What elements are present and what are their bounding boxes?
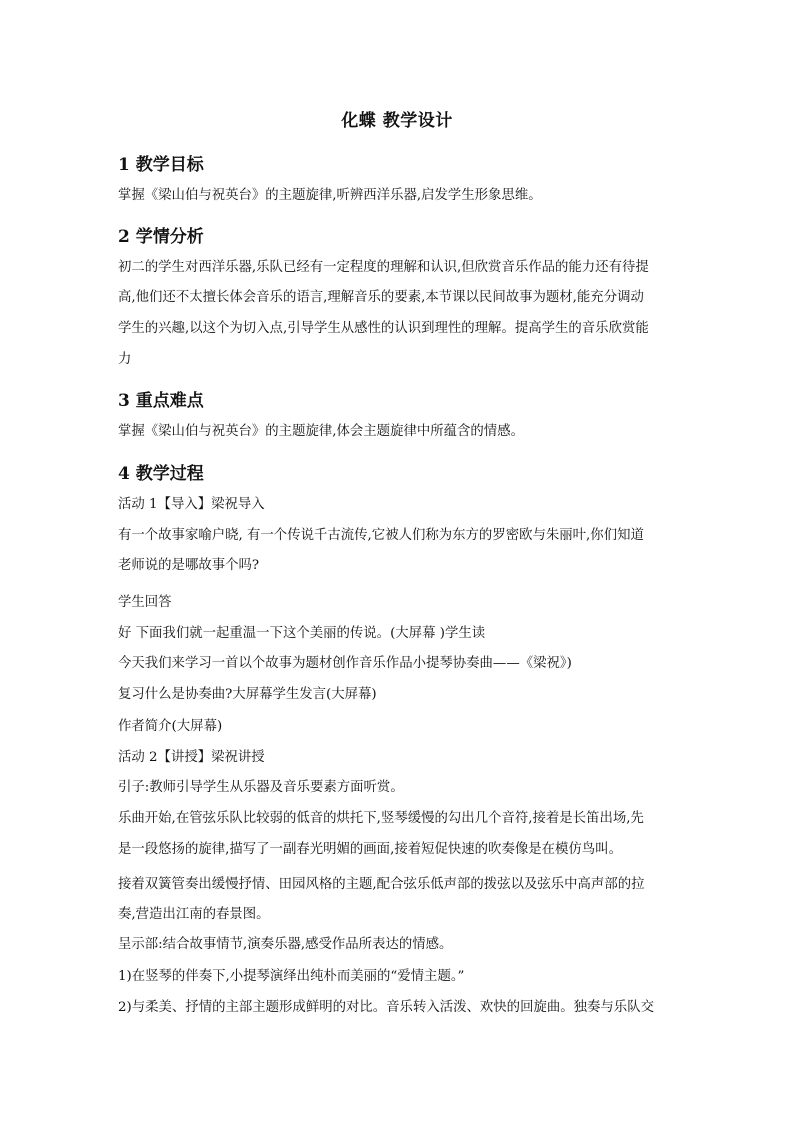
paragraph-line: 奏,营造出江南的春景图。 (118, 907, 270, 922)
paragraph-line: 力 (118, 352, 132, 367)
document-title: 化蝶 教学设计 (341, 111, 453, 131)
section-heading-keypoints: 3 重点难点 (118, 391, 204, 411)
paragraph-line: 复习什么是协奏曲?大屏幕学生发言(大屏幕) (118, 687, 377, 702)
paragraph-line: 学生回答 (118, 595, 172, 610)
paragraph-line: 2)与柔美、抒情的主部主题形成鲜明的对比。音乐转入活泼、欢快的回旋曲。独奏与乐队交 (118, 1000, 654, 1015)
paragraph-line: 掌握《梁山伯与祝英台》的主题旋律,体会主题旋律中所蕴含的情感。 (118, 424, 524, 439)
paragraph-line: 接着双簧管奏出缓慢抒情、田园风格的主题,配合弦乐低声部的拨弦以及弦乐中高声部的拉 (118, 877, 645, 892)
paragraph-line: 乐曲开始,在管弦乐队比较弱的低音的烘托下,竖琴缓慢的勾出几个音符,接着是长笛出场,先 (118, 811, 644, 826)
paragraph-line: 学生的兴趣,以这个为切入点,引导学生从感性的认识到理性的理解。提高学生的音乐欣赏能 (118, 321, 649, 336)
paragraph-line: 呈示部:结合故事情节,演奏乐器,感受作品所表达的情感。 (118, 937, 453, 952)
paragraph-line: 作者简介(大屏幕) (118, 719, 223, 734)
paragraph-line: 引子:教师引导学生从乐器及音乐要素方面听赏。 (118, 780, 404, 795)
paragraph-line: 1)在竖琴的伴奏下,小提琴演绎出纯朴而美丽的“爱情主题。” (118, 969, 465, 984)
activity-heading: 活动 1【导入】梁祝导入 (118, 497, 265, 512)
section-heading-analysis: 2 学情分析 (118, 227, 204, 247)
paragraph-line: 老师说的是哪故事个吗? (118, 558, 260, 573)
section-heading-objectives: 1 教学目标 (118, 155, 204, 175)
paragraph-line: 掌握《梁山伯与祝英台》的主题旋律,听辨西洋乐器,启发学生形象思维。 (118, 188, 542, 203)
paragraph-line: 初二的学生对西洋乐器,乐队已经有一定程度的理解和认识,但欣赏音乐作品的能力还有待提 (118, 260, 649, 275)
paragraph-line: 是一段悠扬的旋律,描写了一副春光明媚的画面,接着短促快速的吹奏像是在模仿鸟叫。 (118, 842, 622, 857)
section-heading-process: 4 教学过程 (118, 464, 204, 484)
paragraph-line: 今天我们来学习一首以个故事为题材创作音乐作品小提琴协奏曲——《梁祝》) (118, 656, 572, 671)
paragraph-line: 有一个故事家喻户晓, 有一个传说千古流传,它被人们称为东方的罗密欧与朱丽叶,你们知道 (118, 528, 644, 543)
activity-heading: 活动 2【讲授】梁祝讲授 (118, 750, 265, 765)
paragraph-line: 好 下面我们就一起重温一下这个美丽的传说。(大屏幕 )学生读 (118, 626, 486, 641)
paragraph-line: 高,他们还不太擅长体会音乐的语言,理解音乐的要素,本节课以民间故事为题材,能充分调动 (118, 290, 644, 305)
